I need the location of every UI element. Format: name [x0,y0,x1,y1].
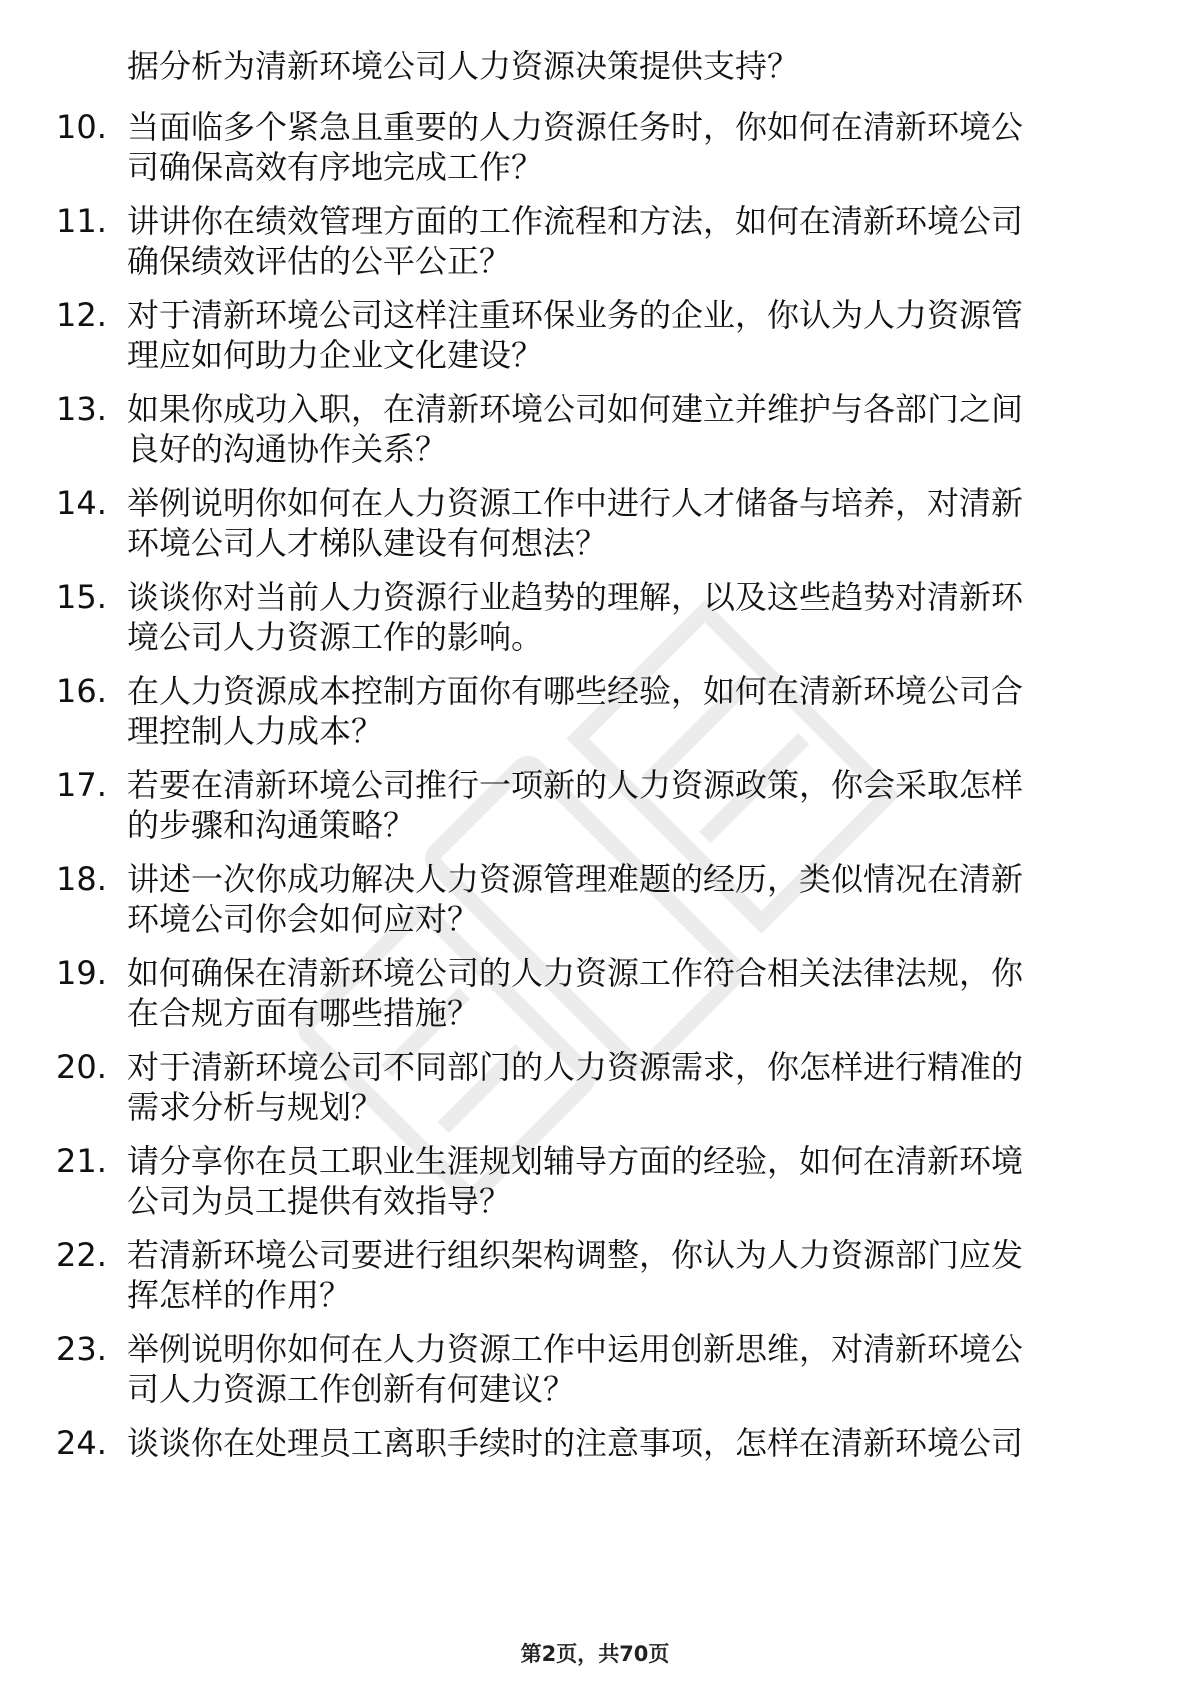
question-text [127,483,1107,563]
question-line: 对于清新环境公司不同部门的人力资源需求，你怎样进行精准的 [127,1048,1024,1086]
question-line: 境公司人力资源工作的影响。 [127,618,544,656]
question-line: 如何确保在清新环境公司的人力资源工作符合相关法律法规，你 [127,954,1024,992]
question-text [127,577,1107,657]
question-line: 司人力资源工作创新有何建议？ [127,1370,576,1408]
question-line: 如果你成功入职，在清新环境公司如何建立并维护与各部门之间 [127,390,1024,428]
question-number: 15. [56,578,107,616]
question-text [127,295,1107,375]
question-number: 12. [56,296,107,334]
question-line: 若要在清新环境公司推行一项新的人力资源政策，你会采取怎样 [127,766,1024,804]
question-item [0,483,1190,577]
continuation-text: 据分析为清新环境公司人力资源决策提供支持？ [127,47,800,85]
question-line: 挥怎样的作用？ [127,1276,352,1314]
question-item [0,1423,1190,1473]
question-text [127,1329,1107,1409]
question-line: 谈谈你对当前人力资源行业趋势的理解，以及这些趋势对清新环 [127,578,1024,616]
question-line: 司确保高效有序地完成工作？ [127,148,544,186]
question-text [127,201,1107,281]
question-number: 23. [56,1330,107,1368]
question-line: 对于清新环境公司这样注重环保业务的企业，你认为人力资源管 [127,296,1024,334]
question-number: 21. [56,1142,107,1180]
question-item [0,765,1190,859]
question-line: 讲述一次你成功解决人力资源管理难题的经历，类似情况在清新 [127,860,1024,898]
question-item [0,577,1190,671]
question-number: 20. [56,1048,107,1086]
question-item [0,295,1190,389]
question-item [0,1235,1190,1329]
question-number: 16. [56,672,107,710]
question-line: 需求分析与规划？ [127,1088,384,1126]
page-footer: 第2页，共70页 [520,1642,670,1666]
question-line: 在合规方面有哪些措施？ [127,994,480,1032]
question-number: 11. [56,202,107,240]
question-number: 22. [56,1236,107,1274]
question-text [127,765,1107,845]
question-line: 的步骤和沟通策略？ [127,806,416,844]
question-item [0,953,1190,1047]
question-text [127,1235,1107,1315]
question-item [0,1141,1190,1235]
question-line: 讲讲你在绩效管理方面的工作流程和方法，如何在清新环境公司 [127,202,1024,240]
question-line: 确保绩效评估的公平公正？ [127,242,512,280]
question-line: 谈谈你在处理员工离职手续时的注意事项，怎样在清新环境公司 [127,1424,1024,1462]
question-line: 公司为员工提供有效指导？ [127,1182,512,1220]
question-line: 若清新环境公司要进行组织架构调整，你认为人力资源部门应发 [127,1236,1024,1274]
question-item [0,389,1190,483]
question-item [0,671,1190,765]
question-text [127,953,1107,1033]
question-line: 理应如何助力企业文化建设？ [127,336,544,374]
question-line: 举例说明你如何在人力资源工作中运用创新思维，对清新环境公 [127,1330,1024,1368]
question-item [0,1047,1190,1141]
question-text [127,1047,1107,1127]
question-line: 请分享你在员工职业生涯规划辅导方面的经验，如何在清新环境 [127,1142,1024,1180]
question-line: 理控制人力成本？ [127,712,384,750]
question-number: 17. [56,766,107,804]
question-item [0,859,1190,953]
question-line: 环境公司你会如何应对？ [127,900,480,938]
question-text [127,859,1107,939]
question-item [0,107,1190,201]
question-line: 举例说明你如何在人力资源工作中进行人才储备与培养，对清新 [127,484,1024,522]
question-item [0,1329,1190,1423]
question-list [0,107,1190,1473]
question-number: 10. [56,108,107,146]
question-line: 在人力资源成本控制方面你有哪些经验，如何在清新环境公司合 [127,672,1024,710]
question-number: 19. [56,954,107,992]
question-number: 13. [56,390,107,428]
question-number: 24. [56,1424,107,1462]
question-text [127,107,1107,187]
question-text [127,671,1107,751]
question-line: 良好的沟通协作关系？ [127,430,448,468]
question-line: 当面临多个紧急且重要的人力资源任务时，你如何在清新环境公 [127,108,1024,146]
question-item [0,201,1190,295]
question-text [127,1423,1107,1463]
question-line: 环境公司人才梯队建设有何想法？ [127,524,608,562]
question-number: 18. [56,860,107,898]
question-text [127,389,1107,469]
question-number: 14. [56,484,107,522]
question-text [127,1141,1107,1221]
